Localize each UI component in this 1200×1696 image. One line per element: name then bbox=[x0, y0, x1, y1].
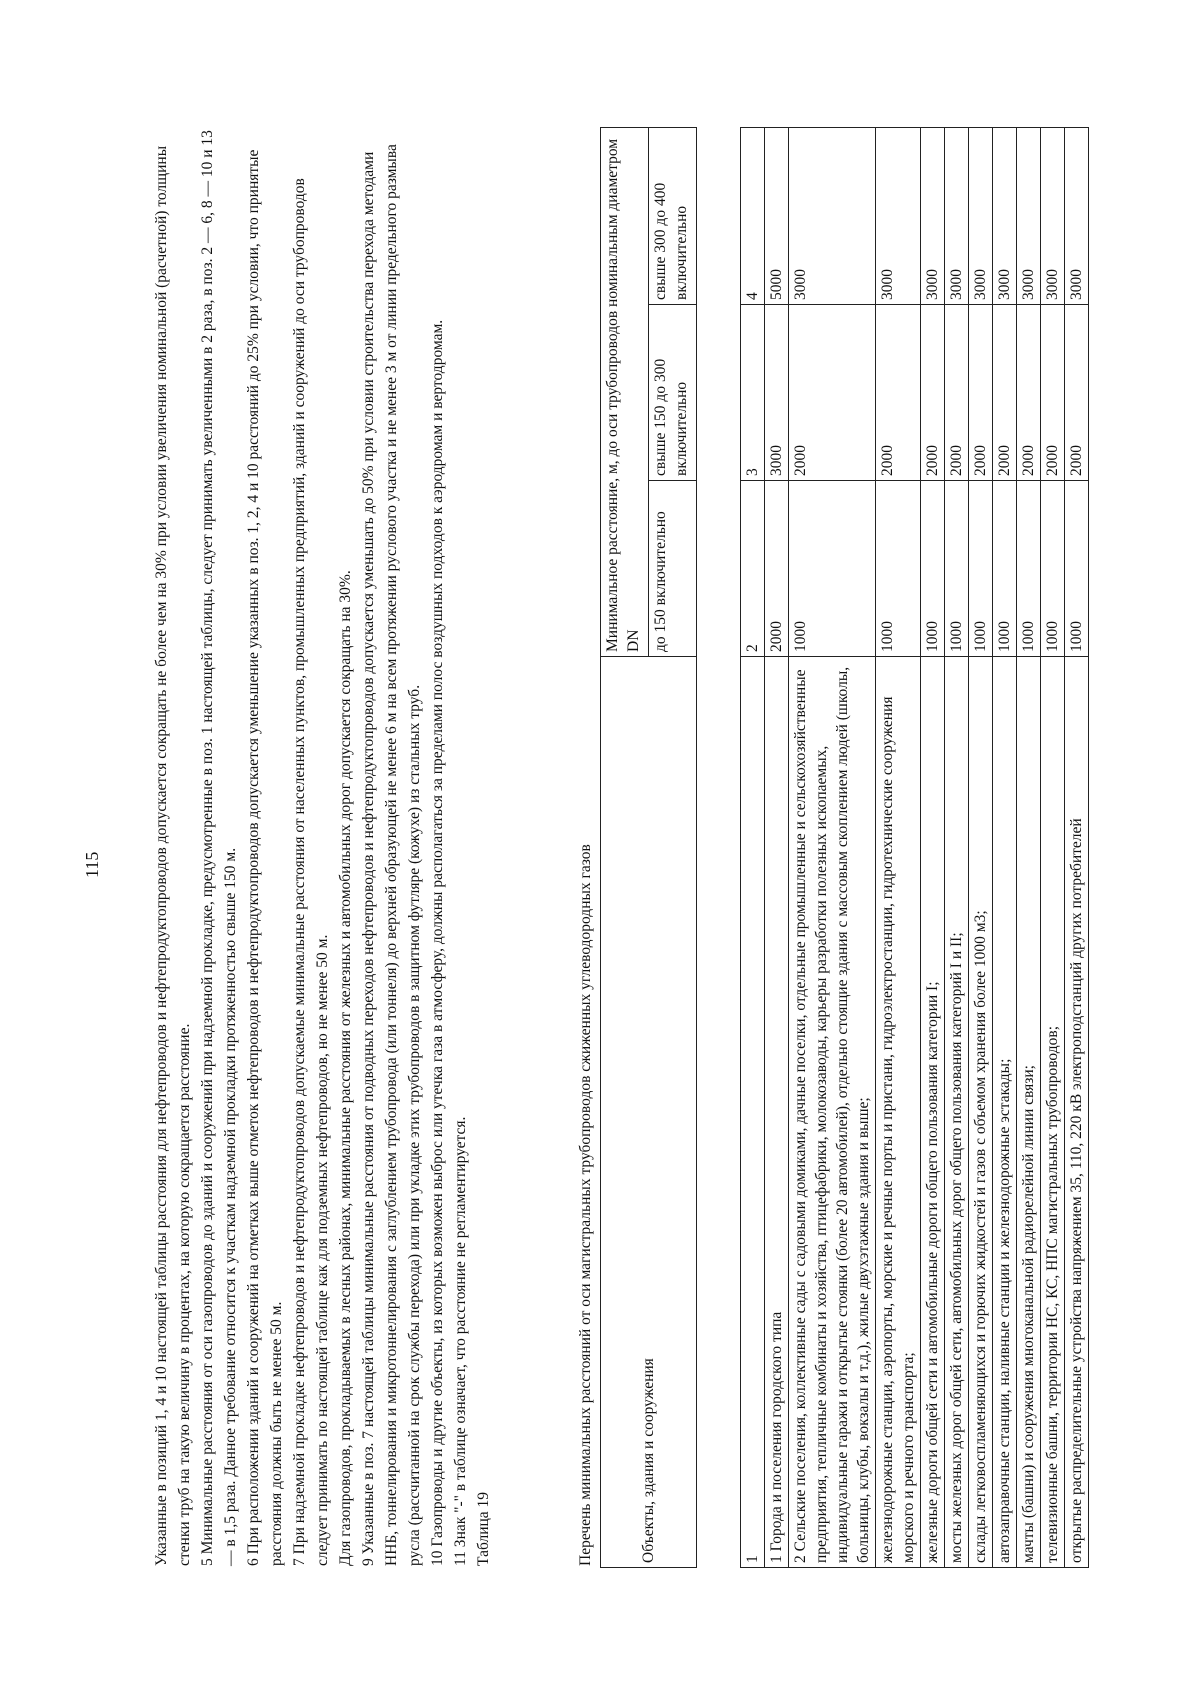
row-name: мосты железных дорог общей сети, автомобильных дорог общего пользования категорий I и II; bbox=[945, 657, 969, 1568]
note-paragraph: 9 Указанные в поз. 7 настоящей таблицы минимальные расстояния от подводных переходов нефтепроводов и нефтепродуктопроводов допускается уменьшать до 50% при условии строительства перехода методами ННБ, тоннелирования и микротоннелирования с заглублением трубопровода (или тоннеля) до верхней образующей не менее 6 м на всем протяжении руслового участка и не менее 3 м от линии предельного размыва русла (рассчитанной на срок службы перехода) или при укладке этих трубопроводов в защитном футляре (кожухе) из стальных труб. bbox=[360, 144, 423, 1566]
cell-value: 1000 bbox=[1017, 481, 1041, 657]
table-row bbox=[789, 128, 876, 1568]
cell-value: 2000 bbox=[1065, 305, 1089, 481]
row-name: автозаправочные станции, наливные станции и железнодорожные эстакады; bbox=[993, 657, 1017, 1568]
cell-value: 3000 bbox=[1017, 128, 1041, 305]
note-paragraph: 11 Знак "-" в таблице означает, что расстояние не регламентируется. bbox=[452, 1116, 469, 1566]
header-sub: свыше 150 до 300 включительно bbox=[649, 305, 697, 481]
table-body bbox=[740, 127, 1089, 1568]
column-number: 2 bbox=[741, 481, 765, 657]
cell-value: 3000 bbox=[876, 128, 921, 305]
row-name: железные дороги общей сети и автомобильные дороги общего пользования категории I; bbox=[921, 657, 945, 1568]
cell-value: 1000 bbox=[876, 481, 921, 657]
cell-value: 2000 bbox=[765, 481, 789, 657]
cell-value: 2000 bbox=[1041, 305, 1065, 481]
table-number: Таблица 19 bbox=[475, 1491, 492, 1566]
cell-value: 2000 bbox=[921, 305, 945, 481]
note-paragraph: 10 Газопроводы и другие объекты, из которых возможен выброс или утечка газа в атмосферу, должны располагаться за пределами полос воздушных подходов к аэродромам и вертодромам. bbox=[429, 319, 446, 1566]
cell-value: 1000 bbox=[1065, 481, 1089, 657]
cell-value: 3000 bbox=[1041, 128, 1065, 305]
header-objects: Объекты, здания и сооружения bbox=[601, 657, 697, 1568]
cell-value: 1000 bbox=[921, 481, 945, 657]
cell-value: 2000 bbox=[876, 305, 921, 481]
cell-value: 3000 bbox=[765, 305, 789, 481]
row-name: склады легковоспламеняющихся и горючих жидкостей и газов с объемом хранения более 1000 м3; bbox=[969, 657, 993, 1568]
cell-value: 3000 bbox=[1065, 128, 1089, 305]
table-row bbox=[1065, 128, 1089, 1568]
header-group: Минимальное расстояние, м, до оси трубопроводов номинальным диаметром DN bbox=[601, 127, 649, 656]
cell-value: 2000 bbox=[993, 305, 1017, 481]
row-name: мачты (башни) и сооружения многоканальной радиорелейной линии связи; bbox=[1017, 657, 1041, 1568]
table-row bbox=[741, 128, 765, 1568]
header-sub: до 150 включительно bbox=[649, 481, 697, 657]
cell-value: 2000 bbox=[789, 305, 876, 481]
cell-value: 3000 bbox=[921, 128, 945, 305]
row-name: железнодорожные станции, аэропорты, морские и речные порты и пристани, гидроэлектростанции, гидротехнические сооружения морского и речного транспорта; bbox=[876, 657, 921, 1568]
cell-value: 3000 bbox=[789, 128, 876, 305]
note-paragraph: 7 При надземной прокладке нефтепроводов и нефтепродуктопроводов допускаемые минимальные расстояния от населенных пунктов, промышленных предприятий, зданий и сооружений до оси трубопроводов следует принимать по настоящей таблице как для подземных нефтепроводов, но не менее 50 м. bbox=[291, 178, 331, 1566]
column-number: 4 bbox=[741, 128, 765, 305]
cell-value: 1000 bbox=[945, 481, 969, 657]
column-number: 3 bbox=[741, 305, 765, 481]
cell-value: 1000 bbox=[789, 481, 876, 657]
cell-value: 3000 bbox=[993, 128, 1017, 305]
cell-value: 5000 bbox=[765, 128, 789, 305]
cell-value: 3000 bbox=[969, 128, 993, 305]
cell-value: 2000 bbox=[1017, 305, 1041, 481]
row-name: 2 Сельские поселения, коллективные сады с садовыми домиками, дачные поселки, отдельные промышленные и сельскохозяйственные предприятия, тепличные комбинаты и хозяйства, птицефабрики, молокозаводы, карьеры разработки полезных ископаемых, индивидуальные гаражи и открытые стоянки (более 20 автомобилей), отдельно стоящие здания с массовым скоплением людей (школы, больницы, клубы, вокзалы и т.д.), жилые двухэтажные здания и выше; bbox=[789, 657, 876, 1568]
cell-value: 1000 bbox=[1041, 481, 1065, 657]
cell-value: 3000 bbox=[945, 128, 969, 305]
header-sub: свыше 300 до 400 включительно bbox=[649, 127, 697, 304]
row-name: открытые распределительные устройства напряжением 35, 110, 220 кВ электроподстанций других потребителей bbox=[1065, 657, 1089, 1568]
cell-value: 1000 bbox=[969, 481, 993, 657]
table-row bbox=[993, 128, 1017, 1568]
cell-value: 2000 bbox=[969, 305, 993, 481]
table-row bbox=[945, 128, 969, 1568]
cell-value: 1000 bbox=[993, 481, 1017, 657]
table-notes bbox=[150, 126, 495, 1566]
note-paragraph: Для газопроводов, прокладываемых в лесных районах, минимальные расстояния от железных и автомобильных дорог допускается сокращать на 30%. bbox=[337, 570, 354, 1566]
table-header bbox=[600, 127, 697, 1568]
note-paragraph: 6 При расположении зданий и сооружений на отметках выше отметок нефтепроводов и нефтепродуктопроводов допускается уменьшение указанных в поз. 1, 2, 4 и 10 расстояний до 25% при условии, что принятые расстояния должны быть не менее 50 м. bbox=[245, 149, 285, 1566]
note-paragraph: 5 Минимальные расстояния от оси газопроводов до зданий и сооружений при надземной прокладке, предусмотренные в поз. 1 настоящей таблицы, следует принимать увеличенными в 2 раза, в поз. 2 — 6, 8 — 10 и 13 — в 1,5 раза. Данное требование относится к участкам надземной прокладки протяженностью свыше 150 м. bbox=[199, 130, 239, 1566]
table-row bbox=[969, 128, 993, 1568]
table-row bbox=[1041, 128, 1065, 1568]
column-number: 1 bbox=[741, 657, 765, 1568]
table-row bbox=[765, 128, 789, 1568]
table-title: Перечень минимальных расстояний от оси магистральных трубопроводов сжиженных углеводородных газов bbox=[577, 844, 594, 1566]
table-row bbox=[1017, 128, 1041, 1568]
row-name: 1 Города и поселения городского типа bbox=[765, 657, 789, 1568]
note-paragraph: Указанные в позиций 1, 4 и 10 настоящей таблицы расстояния для нефтепроводов и нефтепродуктопроводов допускается сокращать не более чем на 30% при условии увеличения номинальной (расчетной) толщины стенки труб на такую величину в процентах, на которую сокращается расстояние. bbox=[153, 145, 193, 1566]
table-row bbox=[921, 128, 945, 1568]
table-row bbox=[876, 128, 921, 1568]
page-number: 115 bbox=[82, 851, 102, 878]
cell-value: 2000 bbox=[945, 305, 969, 481]
row-name: телевизионные башни, территории НС, КС, НПС магистральных трубопроводов; bbox=[1041, 657, 1065, 1568]
